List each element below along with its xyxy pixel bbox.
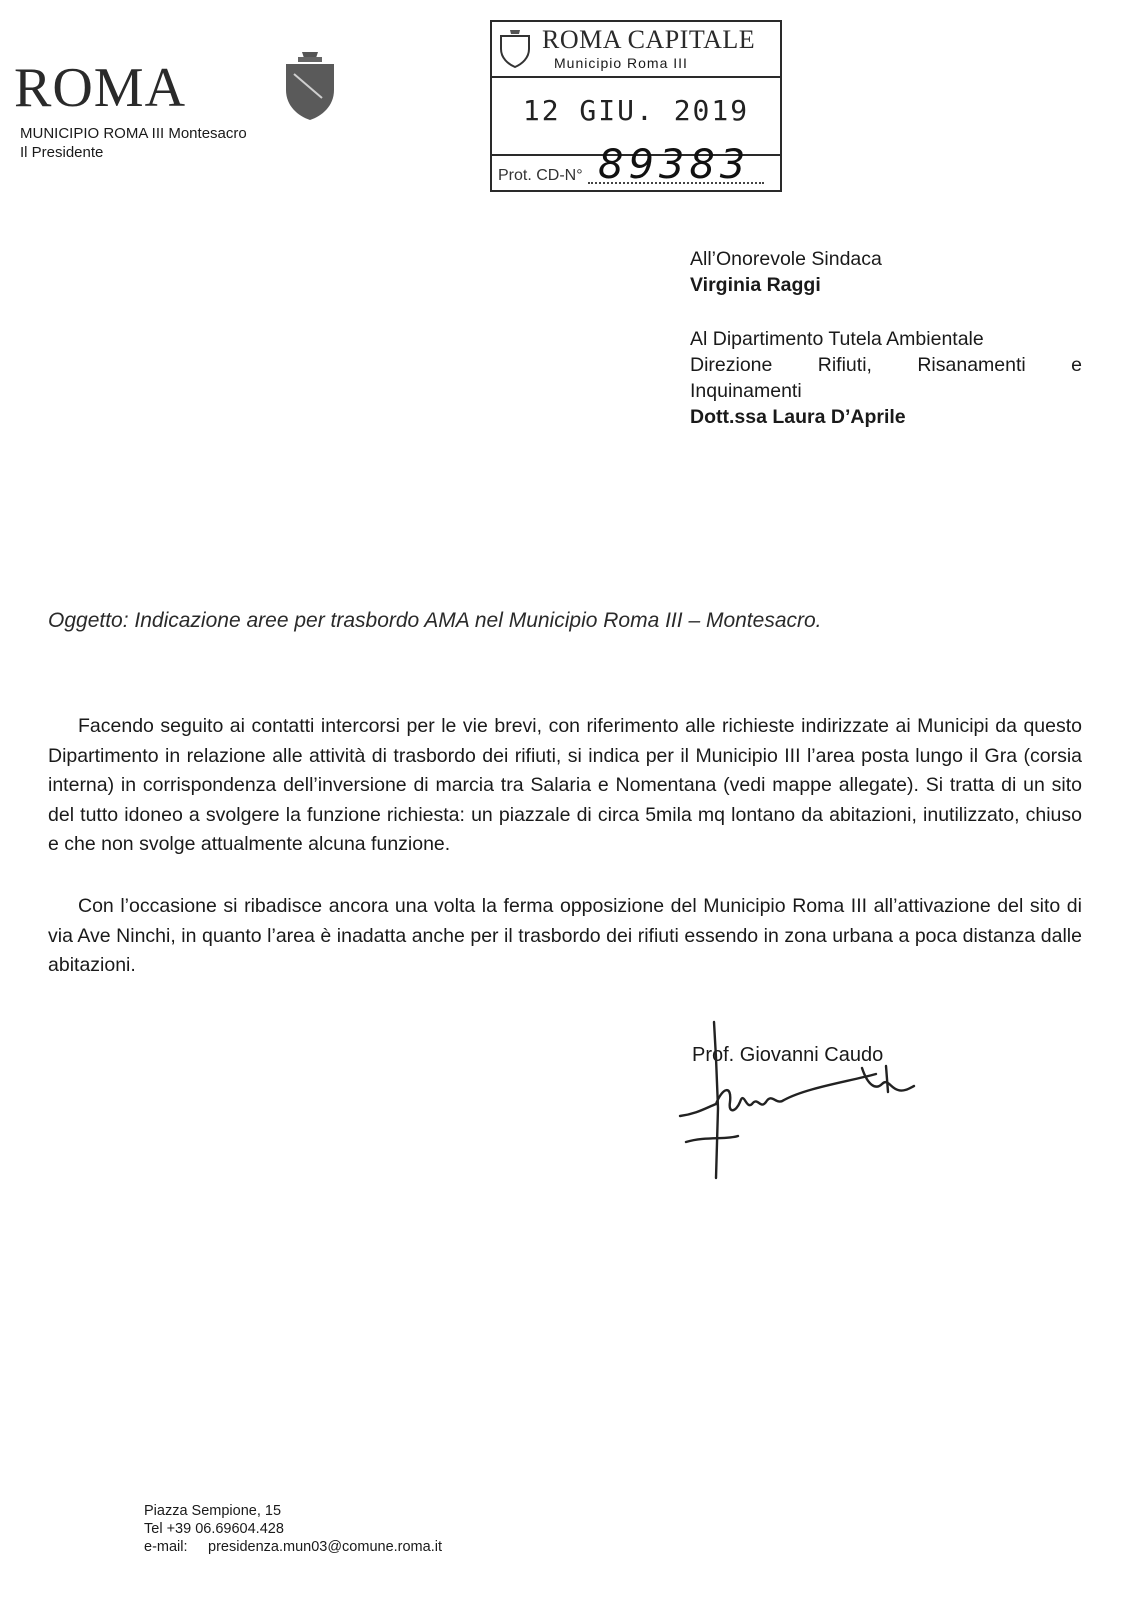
footer-address: Piazza Sempione, 15 <box>144 1503 282 1519</box>
protocol-label: Prot. CD-N° <box>498 167 583 184</box>
stamp-title: ROMA CAPITALE <box>542 25 756 54</box>
footer-contacts <box>144 1502 442 1556</box>
municipio-heading <box>20 124 247 162</box>
footer-email-row <box>144 1538 442 1556</box>
signer-name: Prof. Giovanni Caudo <box>692 1044 884 1066</box>
directorate-word: Rifiuti, <box>817 354 872 376</box>
stamp-date: 12 GIU. 2019 <box>522 94 750 127</box>
president-role: Il Presidente <box>20 144 104 161</box>
addressee-mayor <box>690 246 1082 298</box>
protocol-number: 89383 <box>598 142 751 188</box>
handwritten-signature <box>676 1018 916 1188</box>
directorate-word: e <box>1071 354 1082 376</box>
department-name: Al Dipartimento Tutela Ambientale <box>690 328 984 350</box>
addressee-name: Virginia Raggi <box>690 274 821 296</box>
directorate-continuation: Inquinamenti <box>690 380 802 402</box>
stamp-protocol-row <box>492 142 780 190</box>
directorate-word: Direzione <box>690 354 773 376</box>
stamp-subtitle: Municipio Roma III <box>554 55 688 71</box>
letter-subject: Oggetto: Indicazione aree per trasbordo AMA nel Municipio Roma III – Montesacro. <box>48 609 822 632</box>
addressee-title: All’Onorevole Sindaca <box>690 248 882 270</box>
department-directorate <box>690 352 1082 378</box>
addressee-department <box>690 326 1082 430</box>
letterhead-roma-logo: ROMA <box>14 57 187 119</box>
footer-email: presidenza.mun03@comune.roma.it <box>208 1539 442 1555</box>
directorate-word: Risanamenti <box>917 354 1026 376</box>
body-paragraph-2: Con l’occasione si ribadisce ancora una volta la ferma opposizione del Municipio Roma III all’attivazione del sito di via Ave Ninchi, in quanto l’area è inadatta anche per il trasbordo dei rifiuti essendo in zona urbana a poca distanza dalle abitazioni. <box>48 895 1082 976</box>
body-paragraph-1: Facendo seguito ai contatti intercorsi per le vie brevi, con riferimento alle richieste indirizzate ai Municipi da questo Dipartimento in relazione alle attività di trasbordo dei rifiuti, si indica per il Municipio III l’area posta lungo il Gra (corsia interna) in corrispondenza dell’inversione di marcia tra Salaria e Nomentana (vedi mappe allegate). Si tratta di un sito del tutto idoneo a svolgere la funzione richiesta: un piazzale di circa 5mila mq lontano da abitazioni, inutilizzato, chiuso e che non svolge attualmente alcuna funzione. <box>48 715 1082 855</box>
department-person: Dott.ssa Laura D’Aprile <box>690 406 906 428</box>
footer-email-label: e-mail: <box>144 1539 188 1555</box>
protocol-stamp <box>490 20 782 192</box>
footer-tel: Tel +39 06.69604.428 <box>144 1521 284 1537</box>
stamp-shield-icon <box>498 29 532 69</box>
municipio-name: MUNICIPIO ROMA III Montesacro <box>20 125 247 142</box>
stamp-header <box>492 22 780 78</box>
spqr-shield-icon <box>280 50 340 122</box>
